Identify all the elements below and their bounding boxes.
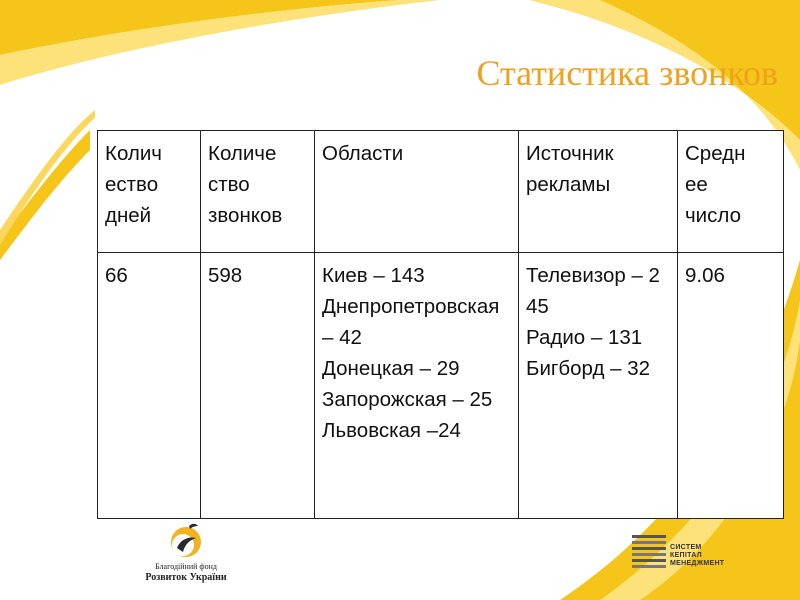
header-regions-cell <box>315 131 519 253</box>
header-average-line: ее <box>685 173 708 196</box>
region-item: Днепропетровская – 42 <box>322 295 500 349</box>
header-regions-line: Области <box>322 142 404 165</box>
regions-cell <box>315 253 519 519</box>
header-average-line: число <box>685 204 741 227</box>
header-calls-cell <box>201 131 315 253</box>
header-sources-cell <box>519 131 678 253</box>
fund-logo-line: Розвиток України <box>145 572 227 583</box>
region-item: Запорожская – 25 <box>322 388 493 411</box>
scm-logo-icon <box>632 535 666 571</box>
header-average-line: Средн <box>685 142 746 165</box>
table-row <box>98 253 784 519</box>
header-calls-line: звонков <box>208 204 283 227</box>
scm-logo-text <box>670 544 724 568</box>
header-days-line: ество <box>105 173 159 196</box>
slide-title: Статистика звонков <box>476 53 778 93</box>
fund-logo-line: Благодійний фонд <box>155 562 217 571</box>
header-days-cell <box>98 131 201 253</box>
scm-logo-line: МЕНЕДЖМЕНТ <box>670 560 725 567</box>
scm-logo-line: СИСТЕМ <box>670 544 702 551</box>
source-item: Телевизор – 245 <box>526 264 660 318</box>
sources-cell <box>519 253 678 519</box>
header-calls-line: Количе <box>208 142 277 165</box>
scm-logo-line: КЕПІТАЛ <box>670 552 702 559</box>
region-item: Львовская –24 <box>322 419 461 442</box>
table-header-row <box>98 131 784 253</box>
days-cell: 66 <box>98 253 201 519</box>
header-days-line: дней <box>105 204 152 227</box>
header-days-line: Колич <box>105 142 162 165</box>
call-statistics-table <box>97 130 784 519</box>
region-item: Киев – 143 <box>322 264 425 287</box>
header-sources-line: Источник <box>526 142 614 165</box>
average-cell: 9.06 <box>678 253 784 519</box>
calls-cell: 598 <box>201 253 315 519</box>
source-item: Радио – 131 <box>526 326 643 349</box>
region-item: Донецкая – 29 <box>322 357 460 380</box>
header-average-cell <box>678 131 784 253</box>
header-calls-line: ство <box>208 173 250 196</box>
fund-logo-text <box>130 561 242 583</box>
source-item: Бигборд – 32 <box>526 357 651 380</box>
header-sources-line: рекламы <box>526 173 611 196</box>
